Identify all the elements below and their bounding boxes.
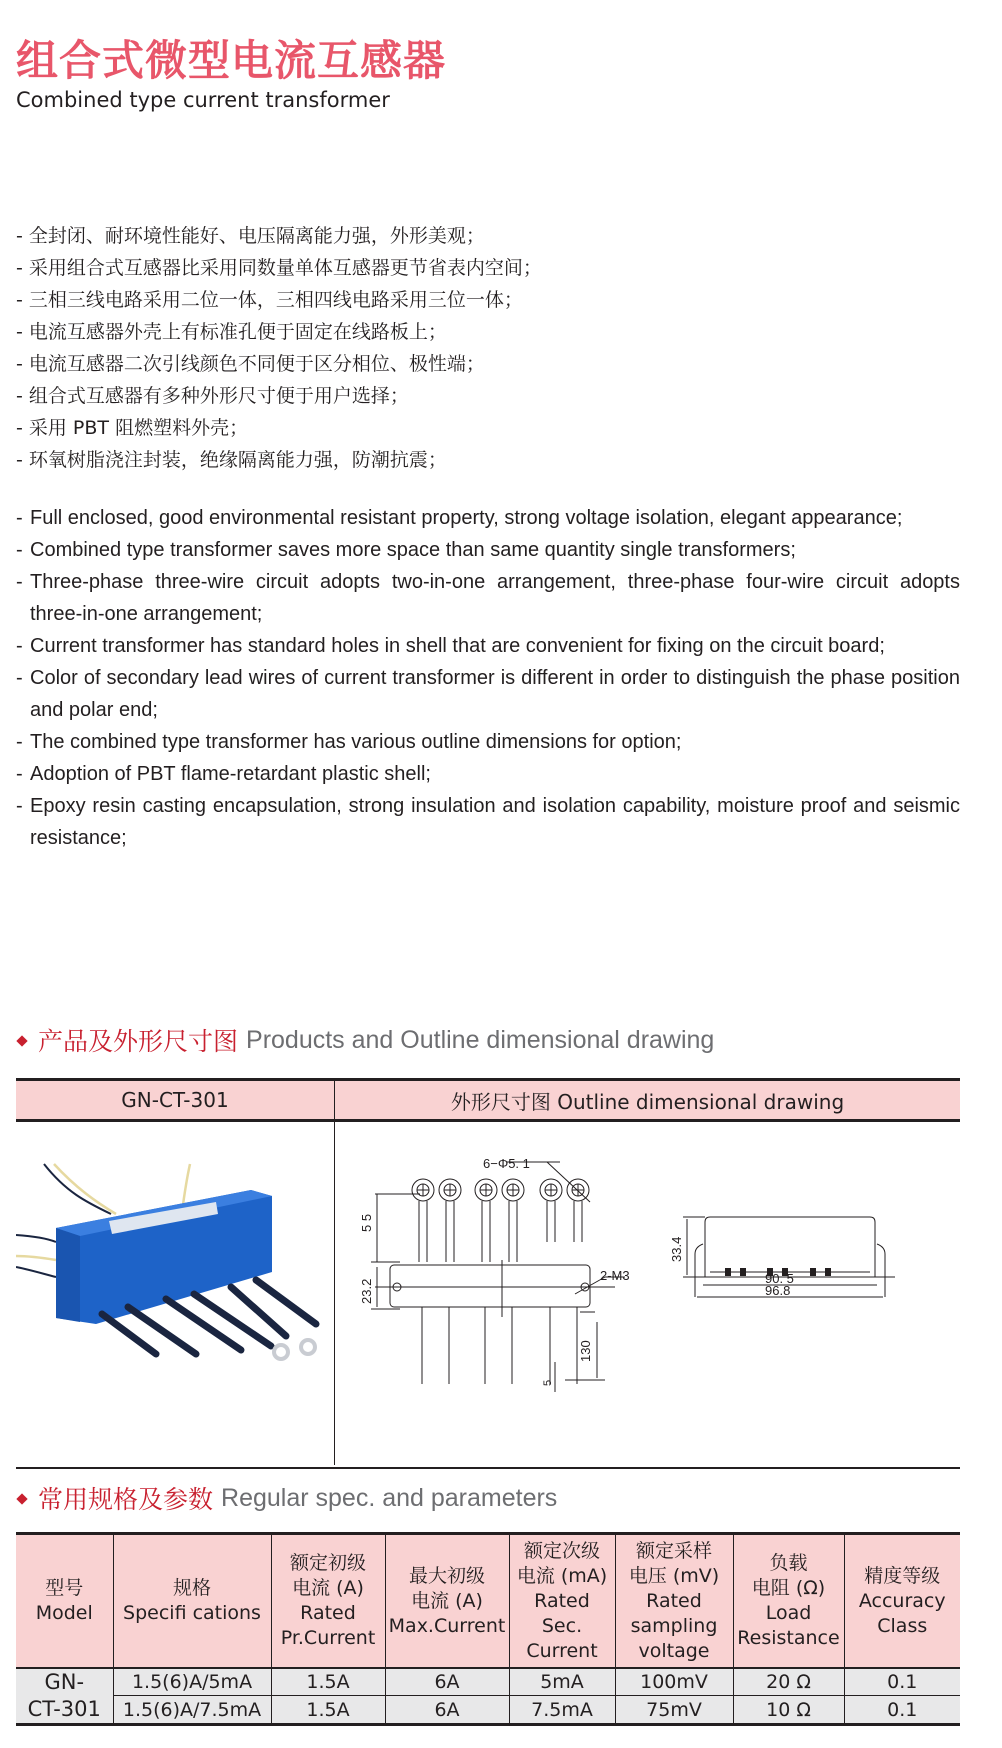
dimension-drawing [335, 1122, 960, 1465]
bullet-dash: - [16, 667, 23, 689]
col-model: 型号 Model [16, 1534, 113, 1669]
cell-sampling-voltage: 100mV [615, 1668, 733, 1696]
bullet-dash: - [16, 731, 23, 753]
table-row [16, 1668, 960, 1696]
feature-en-item [16, 630, 960, 662]
product-photo [16, 1122, 334, 1465]
cell-rated-primary: 1.5A [271, 1696, 385, 1725]
terminal-lug-icon [412, 1179, 589, 1201]
feature-cn-item: - 全封闭、耐环境性能好、电压隔离能力强，外形美观； [16, 225, 485, 247]
col-spec: 规格 Specifi cations [113, 1534, 271, 1669]
section-heading-products [18, 1022, 714, 1058]
section-title-en: Products and Outline dimensional drawing [246, 1025, 715, 1054]
col-rated-primary: 额定初级 电流 (A) Rated Pr.Current [271, 1534, 385, 1669]
feature-en-item [16, 662, 960, 726]
col-max-primary: 最大初级 电流 (A) Max.Current [385, 1534, 509, 1669]
feature-en-item [16, 534, 960, 566]
feature-en-text: Color of secondary lead wires of current transformer is different in order to distinguish the phase position and polar end; [30, 667, 960, 721]
dim-height-55: 5 5 [359, 1213, 374, 1232]
cell-load-resistance: 20 Ω [733, 1668, 844, 1696]
bullet-dash: - [16, 635, 23, 657]
section-title-en: Regular spec. and parameters [221, 1483, 558, 1512]
cell-sampling-voltage: 75mV [615, 1696, 733, 1725]
dim-height-232: 23.2 [359, 1278, 374, 1304]
cell-max-primary: 6A [385, 1668, 509, 1696]
cell-rated-secondary: 7.5mA [509, 1696, 615, 1725]
feature-en-text: The combined type transformer has various outline dimensions for option; [30, 731, 682, 753]
bullet-dash: - [16, 763, 23, 785]
features-cn-list [16, 220, 956, 476]
diamond-bullet-icon [16, 1493, 27, 1504]
col-load-resistance: 负载 电阻 (Ω) Load Resistance [733, 1534, 844, 1669]
feature-en-item [16, 726, 960, 758]
section-title-cn: 产品及外形尺寸图 [38, 1027, 239, 1056]
cell-model: GN- CT-301 [16, 1668, 113, 1725]
section-title-cn: 常用规格及参数 [38, 1485, 214, 1514]
diamond-bullet-icon [16, 1035, 27, 1046]
feature-en-text: Adoption of PBT flame-retardant plastic shell; [30, 763, 431, 785]
feature-en-item [16, 502, 960, 534]
cell-rated-secondary: 5mA [509, 1668, 615, 1696]
feature-cn-item: - 环氧树脂浇注封装，绝缘隔离能力强，防潮抗震； [16, 449, 447, 471]
feature-en-item [16, 566, 960, 630]
bullet-dash: - [16, 795, 23, 817]
feature-en-text: Three-phase three-wire circuit adopts two-in-one arrangement, three-phase four-wire circuit adopts three-in-one arrangement; [30, 571, 960, 625]
dim-lead-130: 130 [578, 1340, 593, 1362]
header-model: GN-CT-301 [16, 1081, 335, 1119]
dim-width-968: 96.8 [765, 1283, 791, 1298]
feature-en-item [16, 790, 960, 854]
product-photo-cell [16, 1122, 335, 1465]
spec-header-row [16, 1534, 960, 1669]
dim-side-334: 33.4 [669, 1236, 684, 1262]
bullet-dash: - [16, 571, 23, 593]
cell-spec: 1.5(6)A/5mA [113, 1668, 271, 1696]
feature-en-text: Full enclosed, good environmental resistant property, strong voltage isolation, elegant appearance; [30, 507, 903, 529]
section-heading-specs [18, 1480, 557, 1516]
table-row [16, 1696, 960, 1725]
cell-rated-primary: 1.5A [271, 1668, 385, 1696]
feature-en-text: Combined type transformer saves more space than same quantity single transformers; [30, 539, 796, 561]
dim-width-905: 90. 5 [765, 1271, 794, 1286]
drawing-table-header [16, 1081, 960, 1122]
cell-accuracy: 0.1 [844, 1696, 960, 1725]
cell-spec: 1.5(6)A/7.5mA [113, 1696, 271, 1725]
feature-en-text: Epoxy resin casting encapsulation, strong insulation and isolation capability, moisture proof and seismic resistance; [30, 795, 960, 849]
dim-lead-5: 5 [542, 1379, 554, 1386]
feature-en-item [16, 758, 960, 790]
header-drawing: 外形尺寸图 Outline dimensional drawing [450, 1089, 845, 1114]
feature-cn-item: - 组合式互感器有多种外形尺寸便于用户选择； [16, 385, 409, 407]
feature-cn-item: - 三相三线电路采用二位一体，三相四线电路采用三位一体； [16, 289, 523, 311]
cell-load-resistance: 10 Ω [733, 1696, 844, 1725]
page-title-cn: 组合式微型电流互感器 [16, 36, 447, 85]
bullet-dash: - [16, 507, 23, 529]
cell-max-primary: 6A [385, 1696, 509, 1725]
feature-cn-item: - 电流互感器二次引线颜色不同便于区分相位、极性端； [16, 353, 485, 375]
feature-cn-item: - 采用 PBT 阻燃塑料外壳； [16, 417, 249, 439]
dim-holes: 6−Φ5. 1 [483, 1156, 530, 1171]
outline-drawing-table [16, 1078, 960, 1469]
feature-en-text: Current transformer has standard holes in shell that are convenient for fixing on the circuit board; [30, 635, 885, 657]
col-sampling-voltage: 额定采样 电压 (mV) Rated sampling voltage [615, 1534, 733, 1669]
feature-cn-item: - 采用组合式互感器比采用同数量单体互感器更节省表内空间； [16, 257, 542, 279]
dimension-drawing-cell [335, 1122, 960, 1465]
spec-table [16, 1532, 960, 1726]
page-title-en: Combined type current transformer [16, 88, 390, 112]
col-accuracy: 精度等级 Accuracy Class [844, 1534, 960, 1669]
col-rated-secondary: 额定次级 电流 (mA) Rated Sec. Current [509, 1534, 615, 1669]
cell-accuracy: 0.1 [844, 1668, 960, 1696]
bullet-dash: - [16, 539, 23, 561]
feature-cn-item: - 电流互感器外壳上有标准孔便于固定在线路板上； [16, 321, 447, 343]
dim-mount: 2-M3 [600, 1268, 630, 1283]
features-en-list [16, 502, 960, 854]
